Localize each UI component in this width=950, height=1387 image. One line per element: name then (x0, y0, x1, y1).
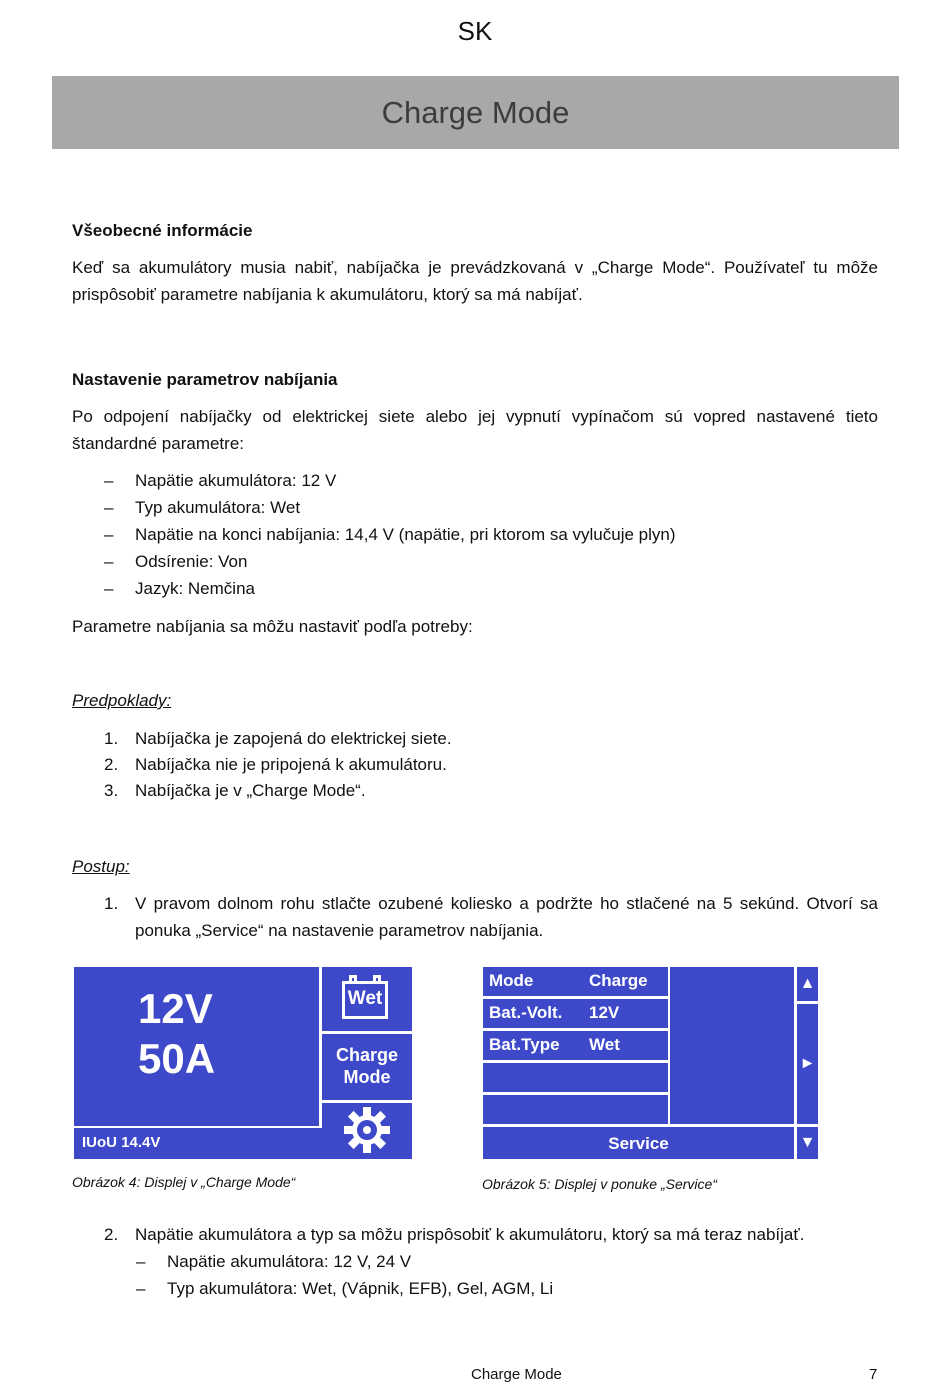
general-info-paragraph: Keď sa akumulátory musia nabiť, nabíjačka je prevádzkovaná v „Charge Mode“. Používateľ tu môže prispôsobiť parametre nabíjania k akumulátoru, ktorý sa má nabíjať. (72, 258, 878, 304)
menu-key: Mode (489, 971, 534, 990)
menu-key: Bat.-Volt. (489, 1003, 563, 1022)
service-label[interactable]: Service (483, 1127, 794, 1159)
list-dash: – (136, 1252, 146, 1271)
list-item: Napätie akumulátora: 12 V, 24 V (167, 1252, 412, 1271)
menu-value: Wet (589, 1035, 620, 1054)
list-number: 1. (104, 729, 119, 748)
menu-row-mode[interactable] (483, 967, 668, 996)
list-dash: – (104, 525, 114, 544)
battery-type-cell (322, 967, 412, 1031)
list-number: 2. (104, 1225, 119, 1244)
prerequisites-heading: Predpoklady: (72, 691, 172, 710)
parameters-note: Parametre nabíjania sa môžu nastaviť podľa potreby: (72, 617, 473, 636)
menu-value: 12V (589, 1003, 620, 1022)
display-charge-mode (74, 967, 412, 1159)
display-service-menu (483, 967, 818, 1159)
list-number: 1. (104, 894, 119, 913)
scroll-down-icon[interactable]: ▼ (797, 1127, 818, 1159)
menu-key: Bat.Type (489, 1035, 560, 1054)
parameters-paragraph: Po odpojení nabíjačky od elektrickej siete alebo jej vypnutí vypínačom sú vopred nastavené tieto štandardné parametre: (72, 407, 878, 453)
page-title: Charge Mode (381, 95, 570, 130)
list-dash: – (104, 552, 114, 571)
footer-title: Charge Mode (471, 1366, 562, 1383)
display-main-readout (74, 967, 319, 1126)
list-dash: – (104, 579, 114, 598)
language-code: SK (457, 16, 493, 46)
step-1-line-1: V pravom dolnom rohu stlačte ozubené koliesko a podržte ho stlačené na 5 sekúnd. Otvorí sa (135, 894, 878, 913)
section-heading-parameters: Nastavenie parametrov nabíjania (72, 370, 338, 389)
list-item: Napätie akumulátora: 12 V (135, 471, 337, 490)
menu-side-panel (670, 967, 794, 1124)
figure-5-caption: Obrázok 5: Displej v ponuke „Service“ (482, 1176, 717, 1192)
list-dash: – (136, 1279, 146, 1298)
current-readout: 50A (138, 1035, 216, 1082)
list-item: Nabíjačka nie je pripojená k akumulátoru. (135, 755, 447, 774)
gear-icon[interactable] (342, 1105, 392, 1155)
menu-row-bat-type[interactable] (483, 1031, 668, 1060)
list-number: 2. (104, 755, 119, 774)
section-heading-general: Všeobecné informácie (72, 221, 253, 240)
menu-row-empty[interactable] (483, 1063, 668, 1092)
voltage-readout: 12V (138, 985, 213, 1032)
page-number: 7 (869, 1366, 878, 1383)
title-banner (52, 76, 899, 149)
list-item: Nabíjačka je v „Charge Mode“. (135, 781, 366, 800)
battery-icon (342, 981, 388, 1019)
enter-arrow-icon[interactable]: ► (797, 1004, 818, 1124)
step-2-text: Napätie akumulátora a typ sa môžu prispôsobiť k akumulátoru, ktorý sa má teraz nabíjať. (135, 1225, 805, 1244)
list-dash: – (104, 471, 114, 490)
list-item: Typ akumulátora: Wet (135, 498, 301, 517)
list-dash: – (104, 498, 114, 517)
battery-type-label: Wet (347, 988, 383, 1009)
charge-curve-label: IUoU 14.4V (82, 1134, 161, 1151)
procedure-heading: Postup: (72, 857, 130, 876)
charge-mode-line-1: Charge (335, 1045, 398, 1065)
menu-row-bat-volt[interactable] (483, 999, 668, 1028)
list-item: Odsírenie: Von (135, 552, 248, 571)
menu-row-empty[interactable] (483, 1095, 668, 1124)
list-item: Nabíjačka je zapojená do elektrickej siete. (135, 729, 452, 748)
list-item: Jazyk: Nemčina (135, 579, 255, 598)
scroll-up-icon[interactable]: ▲ (797, 967, 818, 1001)
figure-4-caption: Obrázok 4: Displej v „Charge Mode“ (72, 1174, 296, 1190)
list-item: Typ akumulátora: Wet, (Vápnik, EFB), Gel, AGM, Li (167, 1279, 554, 1298)
charge-mode-label (322, 1044, 412, 1088)
menu-value: Charge (589, 971, 648, 990)
list-number: 3. (104, 781, 119, 800)
list-item: Napätie na konci nabíjania: 14,4 V (napätie, pri ktorom sa vylučuje plyn) (135, 525, 676, 544)
charge-mode-line-2: Mode (343, 1067, 391, 1087)
charge-mode-cell (322, 1034, 412, 1100)
step-1-line-2: ponuka „Service“ na nastavenie parametrov nabíjania. (135, 921, 544, 940)
